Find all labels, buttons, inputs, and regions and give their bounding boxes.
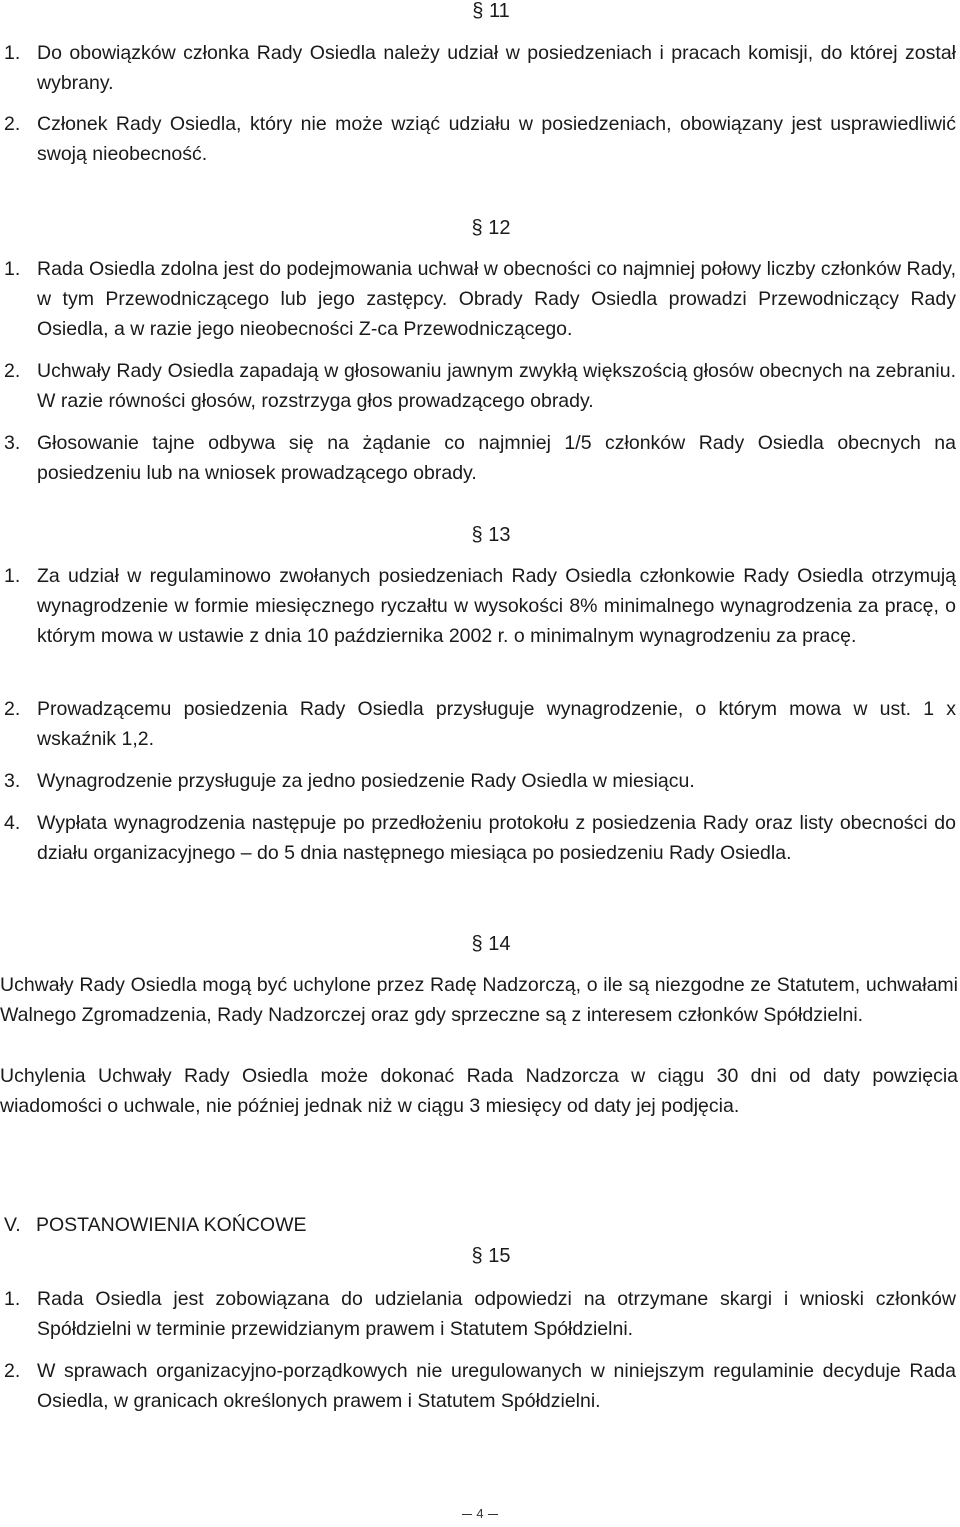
item-number: 4. [4,812,21,834]
item-number: 1. [4,42,21,64]
section-heading-15: § 15 [471,1245,511,1267]
item-text: Uchwały Rady Osiedla zapadają w głosowaniu jawnym zwykłą większością głosów obecnych na zebraniu. W razie równości głosów, rozstrzyga głos prowadzącego obrady. [37,360,956,412]
item-number: 2. [4,1360,21,1382]
item-text: W sprawach organizacyjno-porządkowych nie uregulowanych w niniejszym regulaminie decyduje Rada Osiedla, w granicach określonych prawem i Statutem Spółdzielni. [37,1360,956,1412]
footer-dash-right [488,1514,498,1515]
section-15-item-1 [4,1284,956,1344]
item-number: 3. [4,432,21,454]
section-heading-12: § 12 [471,217,511,239]
footer-dash-left [462,1514,472,1515]
page-number: 4 [476,1506,484,1521]
item-number: 1. [4,565,21,587]
item-text: Prowadzącemu posiedzenia Rady Osiedla przysługuje wynagrodzenie, o którym mowa w ust. 1 x wskaźnik 1,2. [37,698,956,750]
item-text: Głosowanie tajne odbywa się na żądanie co najmniej 1/5 członków Rady Osiedla obecnych na posiedzeniu lub na wniosek prowadzącego obrady. [37,432,956,484]
section-12-item-1 [4,254,956,344]
section-11-item-1 [4,38,956,98]
section-heading-14: § 14 [471,933,511,955]
section-heading-13: § 13 [471,524,511,546]
section-12-item-2 [4,356,956,416]
item-number: 1. [4,1288,21,1310]
item-text: Za udział w regulaminowo zwołanych posiedzeniach Rady Osiedla członkowie Rady Osiedla otrzymują wynagrodzenie w formie miesięcznego ryczałtu w wysokości 8% minimalnego wynagrodzenia za pracę, o którym mowa w ustawie z dnia 10 października 2002 r. o minimalnym wynagrodzeniu za pracę. [37,565,956,647]
item-text: Wypłata wynagrodzenia następuje po przedłożeniu protokołu z posiedzenia Rady oraz listy obecności do działu organizacyjnego – do 5 dnia następnego miesiąca po posiedzeniu Rady Osiedla. [37,812,956,864]
section-13-item-4 [4,808,956,868]
item-text: Do obowiązków członka Rady Osiedla należy udział w posiedzeniach i pracach komisji, do której został wybrany. [37,42,956,94]
section-14-paragraph-1: Uchwały Rady Osiedla mogą być uchylone przez Radę Nadzorczą, o ile są niezgodne ze Statutem, uchwałami Walnego Zgromadzenia, Rady Nadzorczej oraz gdy sprzeczne są z interesem członków Spółdzielni. [0,974,958,1026]
section-12-item-3 [4,428,956,488]
item-text: Członek Rady Osiedla, który nie może wziąć udziału w posiedzeniach, obowiązany jest usprawiedliwić swoją nieobecność. [37,113,956,165]
chapter-title-text: POSTANOWIENIA KOŃCOWE [36,1214,307,1236]
page-number-footer [0,1506,960,1521]
item-number: 2. [4,113,21,135]
section-15-item-2 [4,1356,956,1416]
section-13-item-2 [4,694,956,754]
item-text: Wynagrodzenie przysługuje za jedno posiedzenie Rady Osiedla w miesiącu. [37,770,695,792]
item-text: Rada Osiedla zdolna jest do podejmowania uchwał w obecności co najmniej połowy liczby członków Rady, w tym Przewodniczącego lub jego zastępcy. Obrady Rady Osiedla prowadzi Przewodniczący Rady Osiedla, a w razie jego nieobecności Z-ca Przewodniczącego. [37,258,956,340]
chapter-title [4,1210,307,1240]
section-13-item-3 [4,766,956,796]
section-14-paragraph-2: Uchylenia Uchwały Rady Osiedla może dokonać Rada Nadzorcza w ciągu 30 dni od daty powzięcia wiadomości o uchwale, nie później jednak niż w ciągu 3 miesięcy od daty jej podjęcia. [0,1065,958,1117]
section-heading-11: § 11 [472,0,510,22]
chapter-number: V. [4,1214,21,1236]
item-number: 1. [4,258,21,280]
item-number: 3. [4,770,21,792]
item-text: Rada Osiedla jest zobowiązana do udzielania odpowiedzi na otrzymane skargi i wnioski członków Spółdzielni w terminie przewidzianym prawem i Statutem Spółdzielni. [37,1288,956,1340]
section-11-item-2 [4,109,956,169]
section-13-item-1 [4,561,956,651]
item-number: 2. [4,360,21,382]
item-number: 2. [4,698,21,720]
